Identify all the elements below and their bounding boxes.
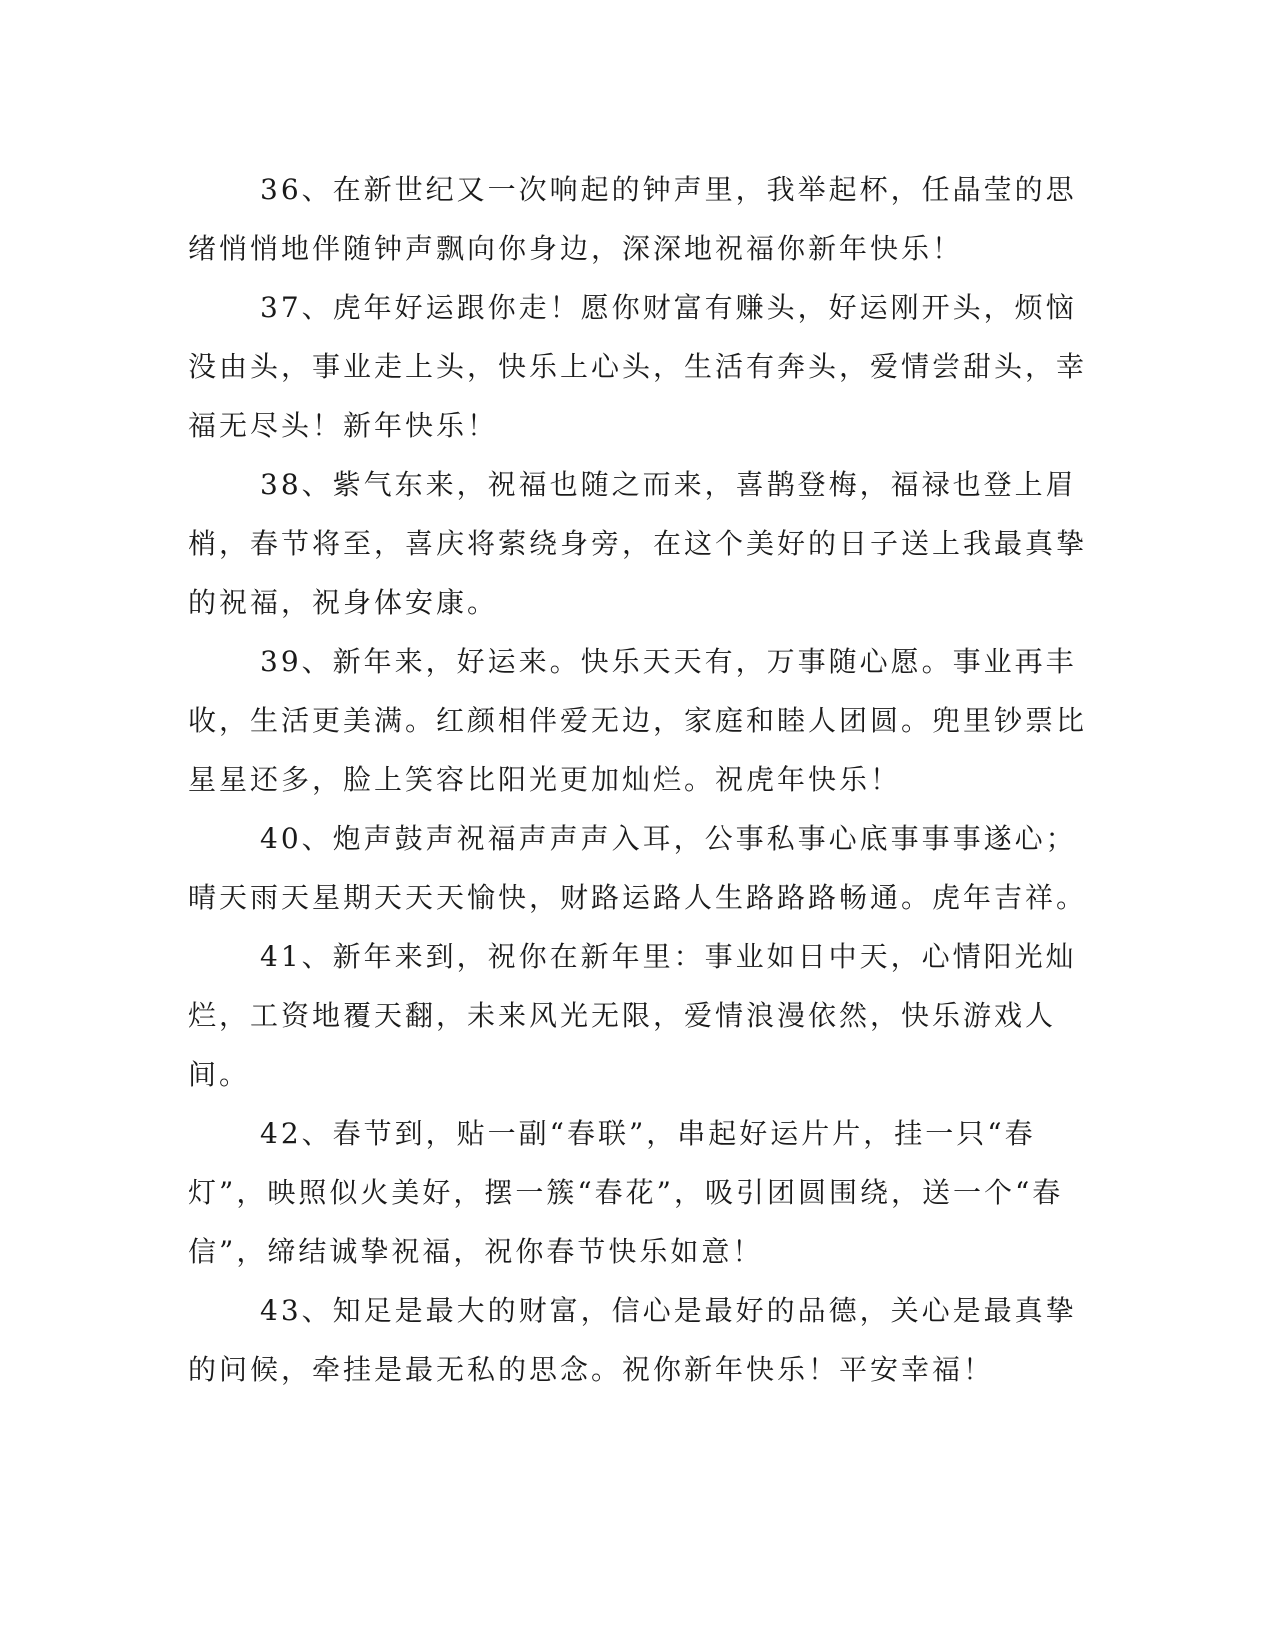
document-body [188, 160, 1088, 1399]
paragraph-36: 36、在新世纪又一次响起的钟声里，我举起杯，任晶莹的思绪悄悄地伴随钟声飘向你身边，深深地祝福你新年快乐！ [188, 173, 1077, 265]
paragraph-40: 40、炮声鼓声祝福声声声入耳，公事私事心底事事事遂心；晴天雨天星期天天天愉快，财路运路人生路路路畅通。虎年吉祥。 [188, 822, 1088, 914]
paragraph-43: 43、知足是最大的财富，信心是最好的品德，关心是最真挚的问候，牵挂是最无私的思念。祝你新年快乐！平安幸福！ [188, 1294, 1077, 1386]
paragraph-37: 37、虎年好运跟你走！愿你财富有赚头，好运刚开头，烦恼没由头，事业走上头，快乐上心头，生活有奔头，爱情尝甜头，幸福无尽头！新年快乐！ [188, 291, 1088, 442]
paragraph-38: 38、紫气东来，祝福也随之而来，喜鹊登梅，福禄也登上眉梢，春节将至，喜庆将萦绕身旁，在这个美好的日子送上我最真挚的祝福，祝身体安康。 [188, 468, 1088, 619]
paragraph-42: 42、春节到，贴一副“春联”，串起好运片片，挂一只“春灯”，映照似火美好，摆一簇“春花”，吸引团圆围绕，送一个“春信”，缔结诚挚祝福，祝你春节快乐如意！ [188, 1117, 1064, 1268]
paragraph-41: 41、新年来到，祝你在新年里：事业如日中天，心情阳光灿烂，工资地覆天翻，未来风光无限，爱情浪漫依然，快乐游戏人间。 [188, 940, 1077, 1091]
paragraph-39: 39、新年来，好运来。快乐天天有，万事随心愿。事业再丰收，生活更美满。红颜相伴爱无边，家庭和睦人团圆。兜里钞票比星星还多，脸上笑容比阳光更加灿烂。祝虎年快乐！ [188, 645, 1088, 796]
